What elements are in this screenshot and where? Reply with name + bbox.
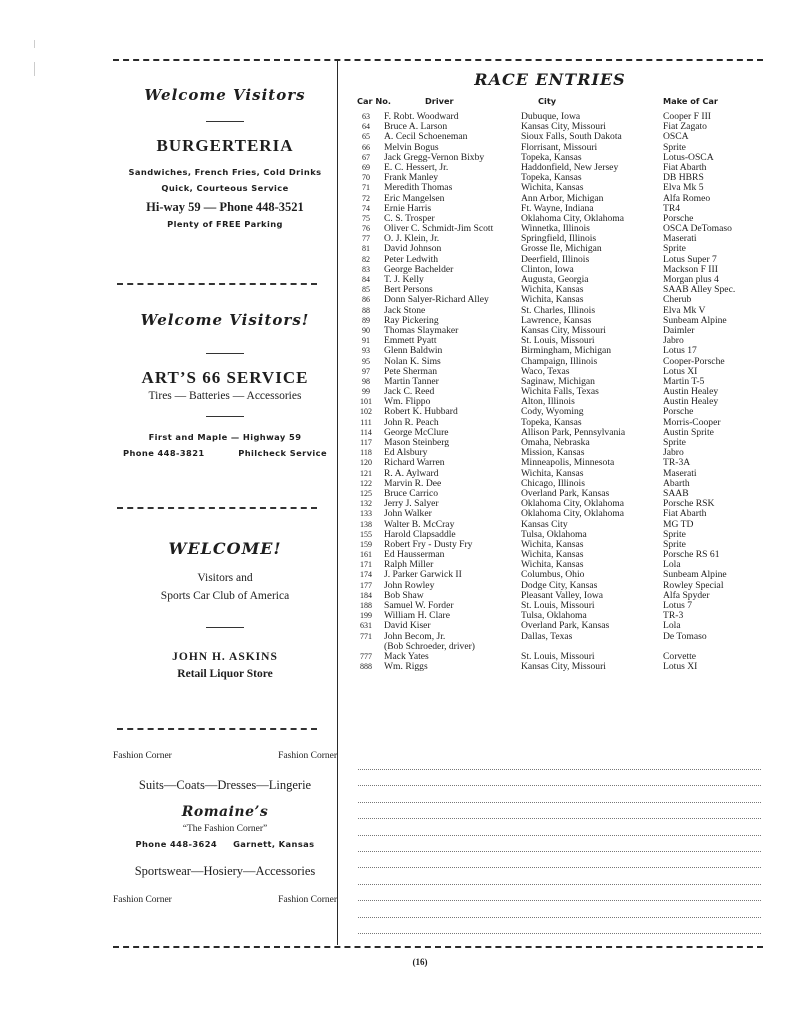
header-car-no: Car No.: [357, 96, 392, 106]
driver-note: (Bob Schroeder, driver): [384, 640, 475, 652]
margin-mark: [34, 62, 35, 76]
driver-name: Bruce A. Larson: [384, 121, 448, 133]
table-row: [355, 632, 775, 652]
car-number: 71: [362, 183, 370, 193]
business-name: Romaine’s: [181, 804, 269, 820]
driver-name: Pete Sherman: [384, 365, 438, 377]
driver-name: Frank Manley: [384, 172, 439, 184]
driver-name: R. A. Aylward: [384, 467, 439, 479]
city: Birmingham, Michigan: [521, 345, 612, 357]
city: Topeka, Kansas: [521, 151, 582, 163]
car-number: 90: [362, 325, 370, 335]
blank-entry-line: [358, 917, 761, 918]
driver-name: Harold Clapsaddle: [384, 528, 456, 540]
driver-name: O. J. Klein, Jr.: [384, 233, 440, 245]
city: St. Louis, Missouri: [521, 600, 595, 611]
car-number: 85: [362, 285, 370, 295]
make-of-car: Lotus 7: [663, 600, 693, 611]
city: Allison Park, Pennsylvania: [521, 426, 626, 438]
make-of-car: Cooper F III: [663, 111, 711, 122]
ad-corner-label: Fashion Corner: [113, 751, 172, 761]
car-number: 70: [362, 173, 370, 183]
make-of-car: Sunbeam Alpine: [663, 569, 727, 581]
make-of-car: Porsche RSK: [663, 498, 715, 510]
margin-mark: [34, 40, 35, 48]
city: Ann Arbor, Michigan: [521, 192, 604, 204]
driver-name: E. C. Hessert, Jr.: [384, 161, 449, 173]
column-divider: [337, 61, 338, 945]
car-number: 161: [360, 550, 372, 560]
driver-name: Bob Shaw: [384, 589, 424, 601]
make-of-car: Fiat Abarth: [663, 161, 707, 173]
car-number: 82: [362, 254, 370, 264]
car-number: 74: [362, 203, 370, 213]
city: Winnetka, Illinois: [521, 223, 590, 235]
driver-name: [384, 632, 475, 652]
ad-address-phone: Hi-way 59 — Phone 448-3521: [146, 200, 304, 214]
car-number: 184: [360, 590, 372, 600]
ad-welcome-heading: WELCOME!: [168, 539, 282, 558]
car-number: 64: [362, 122, 370, 132]
driver-name: Ed Hausserman: [384, 549, 445, 561]
blank-entry-line: [358, 884, 761, 885]
city: Cody, Wyoming: [521, 406, 584, 418]
car-number: 132: [360, 499, 372, 509]
car-number: 69: [362, 162, 370, 172]
driver-name: Emmett Pyatt: [384, 335, 437, 347]
city: Waco, Texas: [521, 365, 570, 377]
city: Sioux Falls, South Dakota: [521, 131, 622, 143]
city: Kansas City: [521, 518, 568, 530]
car-number: 99: [362, 387, 370, 397]
car-number: 122: [360, 478, 372, 488]
city: Oklahoma City, Oklahoma: [521, 508, 625, 520]
city: Grosse Ile, Michigan: [521, 243, 602, 255]
city: Lawrence, Kansas: [521, 314, 592, 326]
city: Wichita, Kansas: [521, 284, 584, 296]
driver-name: Mack Yates: [384, 650, 429, 662]
car-number: 86: [362, 295, 370, 305]
driver-name: Eric Mangelsen: [384, 192, 445, 204]
ad-contact-row: [113, 839, 337, 849]
driver-name: George McClure: [384, 426, 449, 438]
car-number: 138: [360, 519, 372, 529]
race-entries-table: [355, 112, 775, 672]
city: Columbus, Ohio: [521, 569, 585, 581]
make-of-car: Corvette: [663, 650, 697, 662]
ad-welcome-heading: Welcome Visitors: [144, 86, 306, 104]
car-number: 89: [362, 315, 370, 325]
car-number: 98: [362, 376, 370, 386]
make-of-car: Alfa Spyder: [663, 589, 710, 601]
car-number: 72: [362, 193, 370, 203]
car-number: 777: [360, 651, 372, 661]
car-number: 120: [360, 458, 372, 468]
make-of-car: Fiat Zagato: [663, 121, 707, 133]
ad-john-h-askins: [113, 539, 337, 680]
driver-name-line: John Becom, Jr.: [384, 630, 446, 642]
car-number: 76: [362, 224, 370, 234]
business-name: ART’S 66 SERVICE: [141, 368, 309, 387]
make-of-car: Maserati: [663, 233, 697, 245]
driver-name: Samuel W. Forder: [384, 600, 454, 611]
city: Overland Park, Kansas: [521, 487, 610, 499]
car-number: 66: [362, 142, 370, 152]
make-of-car: Abarth: [663, 477, 690, 489]
make-of-car: Porsche: [663, 212, 694, 224]
city: Alton, Illinois: [521, 396, 575, 408]
driver-name: John R. Peach: [384, 416, 439, 428]
car-number: 91: [362, 336, 370, 346]
business-name: JOHN H. ASKINS: [172, 651, 278, 663]
short-rule: [206, 121, 244, 122]
driver-name: Marvin R. Dee: [384, 477, 442, 489]
ad-corner-label: Fashion Corner: [278, 751, 337, 761]
car-number: 631: [360, 621, 372, 631]
city: Oklahoma City, Oklahoma: [521, 498, 625, 510]
driver-name: Meredith Thomas: [384, 182, 453, 194]
city: Topeka, Kansas: [521, 172, 582, 184]
car-number: 88: [362, 305, 370, 315]
make-of-car: Porsche: [663, 406, 694, 418]
car-number: 67: [362, 152, 370, 162]
driver-name: Bruce Carrico: [384, 487, 439, 499]
city: Chicago, Illinois: [521, 477, 585, 489]
blank-entry-line: [358, 818, 761, 819]
driver-name: Martin Tanner: [384, 375, 439, 387]
car-number: 188: [360, 601, 372, 610]
ad-romaines: [113, 751, 337, 905]
make-of-car: Maserati: [663, 467, 697, 479]
make-of-car: MG TD: [663, 518, 694, 530]
short-rule: [206, 416, 244, 417]
short-rule: [206, 353, 244, 354]
make-of-car: Lotus XI: [663, 661, 698, 673]
city: Springfield, Illinois: [521, 233, 597, 245]
ad-line: Sportswear—Hosiery—Accessories: [134, 864, 316, 878]
car-number: 174: [360, 570, 372, 580]
make-of-car: Sprite: [663, 141, 686, 153]
car-number: 118: [360, 448, 372, 458]
make-of-car: Lotus Super 7: [663, 253, 717, 265]
ad-line: Retail Liquor Store: [177, 668, 273, 680]
driver-name: Jerry J. Salyer: [384, 498, 439, 510]
car-number: 102: [360, 407, 372, 417]
city: Dubuque, Iowa: [521, 111, 581, 122]
car-number: 121: [360, 468, 372, 478]
driver-name: Thomas Slaymaker: [384, 324, 459, 336]
driver-name: Jack Stone: [384, 304, 426, 316]
city: Wichita, Kansas: [521, 559, 584, 571]
ad-location: Garnett, Kansas: [233, 839, 315, 849]
city: Overland Park, Kansas: [521, 620, 610, 632]
ad-address: First and Maple — Highway 59: [148, 432, 302, 442]
city: Champaign, Illinois: [521, 355, 598, 367]
ad-line: Visitors and: [197, 572, 253, 584]
business-name: BURGERTERIA: [156, 136, 294, 155]
city: Minneapolis, Minnesota: [521, 457, 615, 469]
driver-name: A. Cecil Schoeneman: [384, 131, 468, 143]
make-of-car: Sunbeam Alpine: [663, 314, 727, 326]
make-of-car: Alfa Romeo: [663, 192, 711, 204]
make-of-car: Elva Mk 5: [663, 182, 704, 194]
driver-name: Ray Pickering: [384, 314, 439, 326]
driver-name: Glenn Baldwin: [384, 345, 443, 357]
ad-line: Plenty of FREE Parking: [167, 219, 283, 229]
ad-corner-row: [113, 895, 337, 905]
make-of-car: De Tomaso: [663, 630, 707, 642]
city: Wichita Falls, Texas: [521, 386, 599, 398]
car-number: 771: [360, 631, 372, 641]
header-city: City: [538, 96, 557, 106]
city: Kansas City, Missouri: [521, 324, 606, 336]
city: Omaha, Nebraska: [521, 437, 590, 448]
race-entries-title: RACE ENTRIES: [474, 70, 626, 89]
city: Kansas City, Missouri: [521, 121, 606, 133]
table-row: [355, 662, 775, 672]
table-row: [355, 183, 775, 193]
driver-name: John Walker: [384, 508, 432, 520]
driver-name: William H. Clare: [384, 610, 450, 622]
ad-tagline: “The Fashion Corner”: [182, 824, 268, 834]
make-of-car: Daimler: [663, 324, 695, 336]
driver-name: Ralph Miller: [384, 559, 434, 571]
make-of-car: Sprite: [663, 528, 686, 540]
make-of-car: Austin Sprite: [663, 426, 714, 438]
make-of-car: Morgan plus 4: [663, 274, 719, 285]
ad-corner-label: Fashion Corner: [278, 895, 337, 905]
car-number: 93: [362, 346, 370, 356]
driver-name: Jack Gregg-Vernon Bixby: [384, 151, 485, 163]
car-number: 81: [362, 244, 370, 254]
make-of-car: TR-3: [663, 610, 684, 622]
ad-separator: [117, 507, 317, 509]
city: Tulsa, Oklahoma: [521, 528, 587, 540]
short-rule: [206, 627, 244, 628]
city: Dallas, Texas: [521, 630, 573, 642]
city: Pleasant Valley, Iowa: [521, 589, 604, 601]
make-of-car: Rowley Special: [663, 579, 724, 591]
city: Wichita, Kansas: [521, 538, 584, 550]
city: Kansas City, Missouri: [521, 661, 606, 673]
car-number: 65: [362, 132, 370, 142]
make-of-car: Jabro: [663, 447, 684, 459]
car-number: 83: [362, 264, 370, 274]
city: Florrisant, Missouri: [521, 141, 598, 153]
car-number: 117: [360, 438, 372, 447]
driver-name: Wm. Riggs: [384, 661, 428, 673]
driver-name: John Rowley: [384, 579, 435, 591]
car-number: 111: [360, 417, 372, 427]
table-row: [355, 346, 775, 356]
make-of-car: Lola: [663, 559, 681, 571]
car-number: 155: [360, 529, 372, 539]
blank-entry-line: [358, 900, 761, 901]
header-driver: Driver: [425, 96, 454, 106]
driver-name: T. J. Kelly: [384, 274, 424, 285]
driver-name: Wm. Flippo: [384, 396, 431, 408]
driver-name: Bert Persons: [384, 284, 433, 296]
car-number: 888: [360, 662, 372, 672]
driver-name: Peter Ledwith: [384, 253, 439, 265]
make-of-car: Sprite: [663, 243, 686, 255]
ad-line: Quick, Courteous Service: [161, 183, 289, 193]
city: Dodge City, Kansas: [521, 579, 598, 591]
driver-name: Ed Alsbury: [384, 447, 428, 459]
make-of-car: Lotus 17: [663, 345, 697, 357]
car-number: 159: [360, 539, 372, 549]
car-number: 77: [362, 234, 370, 244]
driver-name: Nolan K. Sims: [384, 355, 441, 367]
make-of-car: OSCA: [663, 131, 689, 143]
ad-separator: [117, 283, 317, 285]
blank-entry-line: [358, 802, 761, 803]
blank-entry-line: [358, 785, 761, 786]
ad-service: Philcheck Service: [238, 448, 327, 458]
blank-entry-line: [358, 867, 761, 868]
make-of-car: Morris-Cooper: [663, 416, 721, 428]
top-border: [113, 59, 763, 61]
city: Wichita, Kansas: [521, 182, 584, 194]
city: Saginaw, Michigan: [521, 375, 595, 387]
make-of-car: Lola: [663, 620, 681, 632]
city: St. Louis, Missouri: [521, 335, 595, 347]
driver-name: F. Robt. Woodward: [384, 111, 459, 122]
car-number: 63: [362, 112, 370, 121]
make-of-car: Austin Healey: [663, 386, 719, 398]
car-number: 199: [360, 611, 372, 621]
driver-name: Robert Fry - Dusty Fry: [384, 538, 473, 550]
ad-phone: Phone 448-3821: [123, 448, 205, 458]
blank-entry-lines: [358, 769, 761, 949]
car-number: 101: [360, 397, 372, 407]
header-make-of-car: Make of Car: [663, 96, 718, 106]
driver-name: Donn Salyer-Richard Alley: [384, 294, 489, 306]
driver-name: David Kiser: [384, 620, 431, 632]
driver-name: Richard Warren: [384, 457, 445, 469]
make-of-car: Austin Healey: [663, 396, 719, 408]
make-of-car: SAAB Alley Spec.: [663, 284, 736, 296]
city: St. Louis, Missouri: [521, 650, 595, 662]
driver-name: Oliver C. Schmidt-Jim Scott: [384, 223, 494, 235]
city: Clinton, Iowa: [521, 263, 574, 275]
driver-name: Melvin Bogus: [384, 141, 439, 153]
ad-line: Tires — Batteries — Accessories: [148, 390, 302, 402]
blank-entry-line: [358, 769, 761, 770]
driver-name: Mason Steinberg: [384, 437, 450, 448]
ad-welcome-heading: Welcome Visitors!: [140, 311, 310, 329]
ad-contact-row: [113, 448, 337, 458]
city: Topeka, Kansas: [521, 416, 582, 428]
city: Wichita, Kansas: [521, 467, 584, 479]
city: Mission, Kansas: [521, 447, 585, 459]
ad-burgerteria: [113, 86, 337, 229]
make-of-car: TR-3A: [663, 457, 691, 469]
table-row: [355, 509, 775, 519]
make-of-car: Martin T-5: [663, 375, 705, 387]
driver-name: Ernie Harris: [384, 202, 432, 214]
car-number: 133: [360, 509, 372, 519]
driver-name: George Bachelder: [384, 263, 454, 275]
city: Ft. Wayne, Indiana: [521, 202, 594, 214]
make-of-car: Porsche RS 61: [663, 549, 720, 561]
blank-entry-line: [358, 851, 761, 852]
make-of-car: OSCA DeTomaso: [663, 223, 732, 235]
city: Wichita, Kansas: [521, 294, 584, 306]
city: Augusta, Georgia: [521, 274, 589, 285]
car-number: 75: [362, 213, 370, 223]
car-number: 171: [360, 560, 372, 570]
driver-name: Robert K. Hubbard: [384, 406, 458, 418]
driver-name: David Johnson: [384, 243, 442, 255]
make-of-car: Elva Mk V: [663, 304, 706, 316]
ad-arts-66-service: [113, 311, 337, 458]
make-of-car: TR4: [663, 202, 681, 214]
make-of-car: DB HBRS: [663, 172, 704, 184]
city: Oklahoma City, Oklahoma: [521, 212, 625, 224]
make-of-car: Mackson F III: [663, 263, 718, 275]
make-of-car: Cherub: [663, 294, 692, 306]
city: Haddonfield, New Jersey: [521, 161, 619, 173]
blank-entry-line: [358, 835, 761, 836]
city: Deerfield, Illinois: [521, 253, 590, 265]
make-of-car: Sprite: [663, 437, 686, 448]
car-number: 177: [360, 580, 372, 590]
make-of-car: Lotus-OSCA: [663, 151, 714, 163]
city: St. Charles, Illinois: [521, 304, 596, 316]
ad-line: Sports Car Club of America: [160, 590, 290, 602]
ad-separator: [117, 728, 317, 730]
driver-name: Jack C. Reed: [384, 386, 435, 398]
car-number: 125: [360, 488, 372, 498]
driver-name: J. Parker Garwick II: [384, 569, 462, 581]
blank-entry-line: [358, 933, 761, 934]
make-of-car: Cooper-Porsche: [663, 355, 725, 367]
driver-name: Walter B. McCray: [384, 518, 455, 530]
ad-corner-label: Fashion Corner: [113, 895, 172, 905]
ad-line: Suits—Coats—Dresses—Lingerie: [138, 778, 312, 792]
city: Tulsa, Oklahoma: [521, 610, 587, 622]
make-of-car: Sprite: [663, 538, 686, 550]
page-number: (16): [412, 957, 428, 967]
city: Wichita, Kansas: [521, 549, 584, 561]
car-number: 114: [360, 427, 372, 437]
make-of-car: SAAB: [663, 487, 689, 499]
ad-corner-row: [113, 751, 337, 761]
ad-line: Sandwiches, French Fries, Cold Drinks: [128, 167, 322, 177]
car-number: 97: [362, 366, 370, 376]
car-number: 95: [362, 356, 370, 366]
ad-phone: Phone 448-3624: [135, 839, 218, 849]
car-number: 84: [362, 275, 370, 284]
make-of-car: Fiat Abarth: [663, 508, 707, 520]
make-of-car: Lotus XI: [663, 365, 698, 377]
driver-name: C. S. Trosper: [384, 212, 435, 224]
make-of-car: Jabro: [663, 335, 684, 347]
